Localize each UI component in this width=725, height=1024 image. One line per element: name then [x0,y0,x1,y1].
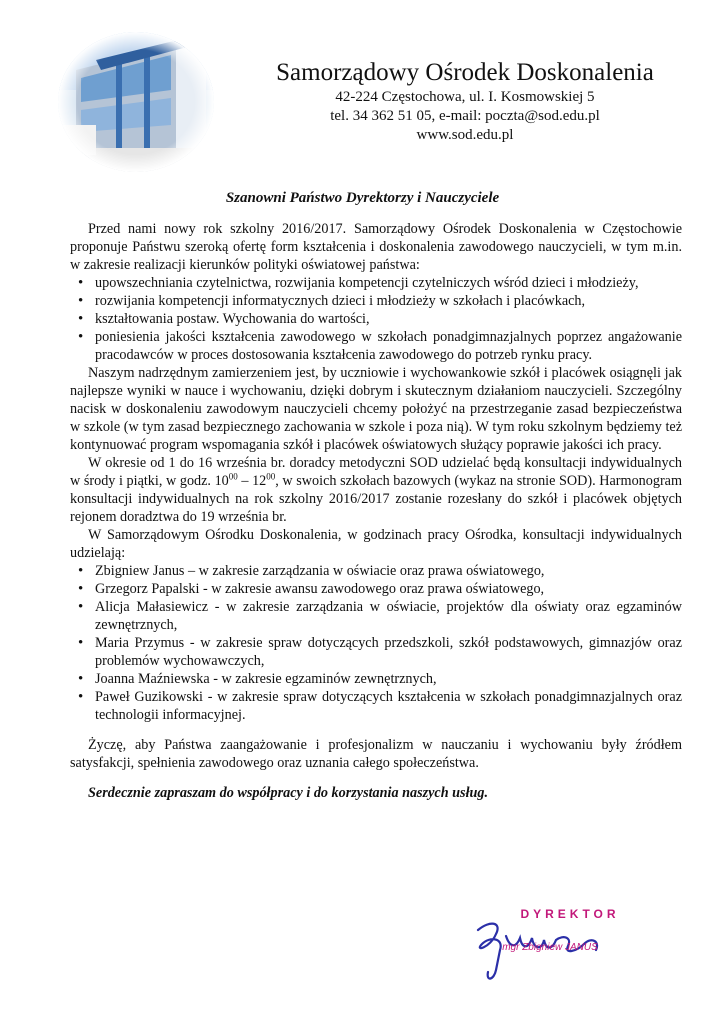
consultation-paragraph [70,454,682,526]
organization-name: Samorządowy Ośrodek Doskonalenia [276,59,654,86]
staff-list [70,562,682,724]
goal-paragraph: Naszym nadrzędnym zamierzeniem jest, by uczniowie i wychowankowie szkół i placówek osiągnęli jak najlepsze wyniki w nauce i wychowaniu, dzięki dobrym i skutecznym działaniom nauczycieli. Szczególny nacisk w doskonaleniu zawodowym nauczycieli chcemy położyć na przestrzeganie zasad bezpieczeństwa w szkole (w tym zasad bezpiecznego zachowania w szkole i poza nią). W tym roku szkolnym będziemy też kontynuować program wspomagania szkół i placówek oświatowych służący poprawie jakości ich pracy. [70,365,682,453]
policy-list [70,274,682,364]
policy-item: • rozwijania kompetencji informatycznych dzieci i młodzieży w szkołach i placówkach, [70,292,682,310]
consultation-text-dash: – 12 [237,473,267,489]
policy-item: • upowszechniania czytelnictwa, rozwijania kompetencji czytelniczych wśród dzieci i młodzieży, [70,274,682,292]
consultation-text-1: W okresie od 1 do 16 września br. doradcy metodyczni SOD udzielać będą konsultacji indywidualnych w środy i piątki, w godz. 10 [70,455,682,489]
stamp-name: mgr Zbigniew JANUS [502,942,598,953]
hour-superscript: 00 [266,471,276,482]
wish-paragraph: Życzę, aby Państwa zaangażowanie i profesjonalizm w nauczaniu i wychowaniu były źródłem satysfakcji, spełnienia zawodowego oraz uznania całego społeczeństwa. [70,737,682,771]
letterhead [230,58,700,145]
staff-item: • Paweł Guzikowski - w zakresie spraw dotyczących kształcenia w szkołach ponadgimnazjalnych oraz technologii informacyjnej. [70,688,682,724]
organization-website: www.sod.edu.pl [416,127,514,143]
staff-item: • Maria Przymus - w zakresie spraw dotyczących przedszkoli, szkół podstawowych, gimnazjów oraz problemów wychowawczych, [70,634,682,670]
staff-item: • Alicja Małasiewicz - w zakresie zarządzania w oświacie, projektów dla oświaty oraz egzaminów zewnętrznych, [70,598,682,634]
stamp-title: DYREKTOR [520,907,620,921]
policy-item: • kształtowania postaw. Wychowania do wartości, [70,310,682,328]
staff-item: • Joanna Maźniewska - w zakresie egzaminów zewnętrznych, [70,670,682,688]
letter-greeting: Szanowni Państwo Dyrektorzy i Nauczyciele [225,190,500,206]
staff-item: • Grzegorz Papalski - w zakresie awansu zawodowego oraz prawa oświatowego, [70,580,682,598]
staff-item: • Zbigniew Janus – w zakresie zarządzania w oświacie oraz prawa oświatowego, [70,562,682,580]
closing-line: Serdecznie zapraszam do współpracy i do korzystania naszych usług. [88,785,489,801]
organization-contact: tel. 34 362 51 05, e-mail: poczta@sod.edu.pl [330,108,600,124]
hour-superscript: 00 [228,471,238,482]
organization-address: 42-224 Częstochowa, ul. I. Kosmowskiej 5 [335,89,595,105]
staff-paragraph: W Samorządowym Ośrodku Doskonalenia, w godzinach pracy Ośrodka, konsultacji indywidualnych udzielają: [70,527,682,561]
policy-item: • poniesienia jakości kształcenia zawodowego w szkołach ponadgimnazjalnych poprzez angażowanie pracodawców w proces dostosowania kształcenia zawodowego do potrzeb rynku pracy. [70,328,682,364]
intro-paragraph: Przed nami nowy rok szkolny 2016/2017. Samorządowy Ośrodek Doskonalenia w Częstochowie proponuje Państwu szeroką ofertę form kształcenia i doskonalenia zawodowego nauczycieli, w tym m.in. w zakresie realizacji kierunków polityki oświatowej państwa: [70,221,682,273]
consultation-text-2: , w swoich szkołach bazowych (wykaz na stronie SOD). Harmonogram konsultacji indywidualnych na rok szkolny 2016/2017 zostanie rozesłany do szkół i placówek objętych rejonem doradztwa do 19 września br. [70,473,682,525]
signature-stamp [460,900,620,990]
letter-body [70,220,682,802]
logo-building-image [56,30,216,175]
